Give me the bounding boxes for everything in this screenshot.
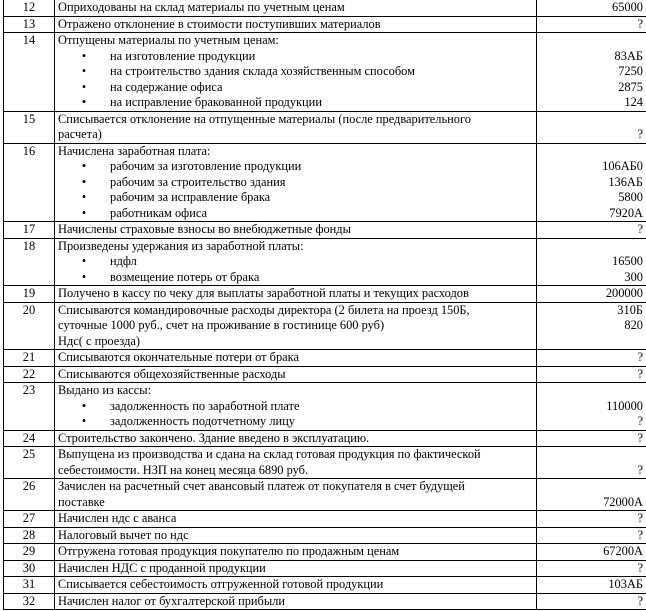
description-line: Отгружена готовая продукция покупателю по продажным ценам xyxy=(58,544,400,558)
bullet-text: ндфл xyxy=(110,254,137,268)
row-amount xyxy=(537,527,646,544)
bullet-item xyxy=(58,206,533,222)
accounting-entries-table xyxy=(3,0,646,610)
row-description xyxy=(55,366,537,383)
table-row xyxy=(4,222,646,239)
description-line: Начислен налог от бухгалтерской прибыли xyxy=(58,593,285,608)
row-description xyxy=(55,511,537,528)
row-description xyxy=(55,560,537,577)
row-number: 18 xyxy=(4,238,55,286)
row-amount xyxy=(537,479,646,511)
description-line: Списываются окончательные потери от брака xyxy=(58,350,299,364)
bullet-item xyxy=(58,270,533,286)
table-row xyxy=(4,0,646,16)
description-line: поставке xyxy=(58,494,105,509)
amount-value: ? xyxy=(637,430,643,445)
description-line: Ндс( с проезда) xyxy=(58,333,140,348)
row-amount xyxy=(537,366,646,383)
bullet-text: на изготовление продукции xyxy=(110,48,256,63)
amount-value xyxy=(540,239,643,255)
bullet-icon xyxy=(58,49,110,65)
table-row xyxy=(4,511,646,528)
row-number: 26 xyxy=(4,479,55,511)
row-amount xyxy=(537,447,646,479)
row-amount xyxy=(537,560,646,577)
row-amount xyxy=(537,302,646,350)
row-number: 17 xyxy=(4,222,55,239)
amount-value: ? xyxy=(637,350,643,364)
bullet-item xyxy=(58,80,533,96)
table-row xyxy=(4,111,646,143)
row-amount xyxy=(537,238,646,286)
bullet-icon xyxy=(58,399,110,415)
bullet-item xyxy=(58,399,533,415)
description-line: Начислена заработная плата: xyxy=(58,143,211,158)
description-line: Списывается себестоимость отгруженной готовой продукции xyxy=(58,577,384,591)
row-number: 12 xyxy=(4,0,55,16)
table-row xyxy=(4,430,646,447)
bullet-text: на исправление бракованной продукции xyxy=(110,95,322,109)
amount-value xyxy=(540,479,643,495)
table-row xyxy=(4,286,646,303)
amount-value: ? xyxy=(637,462,643,477)
description-line: Отпущены материалы по учетным ценам: xyxy=(58,33,279,47)
description-line: Выпущена из производства и сдана на склад готовая продукция по фактической xyxy=(58,447,481,461)
row-number: 27 xyxy=(4,511,55,528)
description-line: Получено в кассу по чеку для выплаты заработной платы и текущих расходов xyxy=(58,286,469,300)
description-line: себестоимости. НЗП на конец месяца 6890 руб. xyxy=(58,462,309,477)
row-amount xyxy=(537,577,646,594)
table-row xyxy=(4,447,646,479)
row-description xyxy=(55,16,537,33)
row-number: 16 xyxy=(4,143,55,222)
amount-value: 2875 xyxy=(618,79,643,94)
description-line: Отражено отклонение в стоимости поступивших материалов xyxy=(58,16,381,31)
bullet-text: рабочим за строительство здания xyxy=(110,174,286,189)
row-description xyxy=(55,238,537,286)
row-description xyxy=(55,302,537,350)
row-description xyxy=(55,447,537,479)
amount-value xyxy=(540,383,643,399)
table-row xyxy=(4,33,646,112)
table-row xyxy=(4,544,646,561)
bullet-text: рабочим за изготовление продукции xyxy=(110,159,302,173)
amount-value: 5800 xyxy=(618,190,643,204)
row-description xyxy=(55,111,537,143)
bullet-text: задолженность подотчетному лицу xyxy=(110,414,295,428)
amount-value: 820 xyxy=(624,318,643,332)
amount-value: 300 xyxy=(624,269,643,284)
row-amount xyxy=(537,0,646,16)
amount-value xyxy=(540,33,643,49)
amount-value: ? xyxy=(637,127,643,141)
bullet-item xyxy=(58,49,533,65)
row-number: 15 xyxy=(4,111,55,143)
amount-value: 16500 xyxy=(612,254,643,268)
table-row xyxy=(4,16,646,33)
table-row xyxy=(4,302,646,350)
row-number: 24 xyxy=(4,430,55,447)
row-number: 21 xyxy=(4,350,55,367)
description-line: Списываются общехозяйственные расходы xyxy=(58,366,286,381)
description-line: Выдано из кассы: xyxy=(58,383,152,397)
description-line: Списывается отклонение на отпущенные материалы (после предварительного xyxy=(58,111,471,126)
amount-value: 72000А xyxy=(603,494,643,509)
row-description xyxy=(55,593,537,610)
amount-value: 110000 xyxy=(606,398,643,413)
amount-value: 67200А xyxy=(603,544,643,558)
bullet-text: рабочим за исправление брака xyxy=(110,190,271,204)
bullet-icon xyxy=(58,254,110,270)
row-number: 14 xyxy=(4,33,55,112)
bullet-item xyxy=(58,414,533,430)
bullet-icon xyxy=(58,64,110,80)
row-description xyxy=(55,527,537,544)
amount-value: ? xyxy=(637,511,643,525)
amount-value: ? xyxy=(637,222,643,236)
row-number: 29 xyxy=(4,544,55,561)
row-amount xyxy=(537,222,646,239)
amount-value: ? xyxy=(637,593,643,608)
row-description xyxy=(55,430,537,447)
description-line: Строительство закончено. Здание введено в эксплуатацию. xyxy=(58,430,370,445)
amount-value xyxy=(540,447,643,463)
description-line: Зачислен на расчетный счет авансовый платеж от покупателя в счет будущей xyxy=(58,479,465,493)
row-amount xyxy=(537,511,646,528)
amount-value: ? xyxy=(637,366,643,381)
row-number: 19 xyxy=(4,286,55,303)
bullet-icon xyxy=(58,206,110,222)
row-amount xyxy=(537,350,646,367)
table-row xyxy=(4,366,646,383)
amount-value: 124 xyxy=(624,95,643,109)
description-line: Списываются командировочные расходы директора (2 билета на проезд 150Б, xyxy=(58,302,470,317)
row-number: 28 xyxy=(4,527,55,544)
row-description xyxy=(55,0,537,16)
row-amount xyxy=(537,16,646,33)
bullet-icon xyxy=(58,175,110,191)
bullet-item xyxy=(58,159,533,175)
bullet-text: задолженность по заработной плате xyxy=(110,398,300,413)
row-number: 22 xyxy=(4,366,55,383)
description-line: расчета) xyxy=(58,127,102,141)
description-line: Оприходованы на склад материалы по учетным ценам xyxy=(58,0,345,14)
bullet-text: на строительство здания склада хозяйственным способом xyxy=(110,64,415,78)
amount-value xyxy=(540,112,643,128)
row-number: 31 xyxy=(4,577,55,594)
table-row xyxy=(4,143,646,222)
table-row xyxy=(4,238,646,286)
row-amount xyxy=(537,286,646,303)
row-description xyxy=(55,577,537,594)
row-amount xyxy=(537,33,646,112)
bullet-text: работникам офиса xyxy=(110,205,207,220)
table-body xyxy=(4,0,646,610)
row-number: 32 xyxy=(4,593,55,610)
row-number: 23 xyxy=(4,383,55,431)
bullet-icon xyxy=(58,190,110,206)
table-row xyxy=(4,527,646,544)
table-row xyxy=(4,593,646,610)
description-line: Начислен ндс с аванса xyxy=(58,511,177,525)
row-description xyxy=(55,286,537,303)
row-amount xyxy=(537,383,646,431)
table-row xyxy=(4,383,646,431)
amount-value: 136АБ xyxy=(608,174,643,189)
amount-value: ? xyxy=(637,527,643,542)
bullet-icon xyxy=(58,414,110,430)
amount-value: 7250 xyxy=(618,64,643,78)
row-amount xyxy=(537,544,646,561)
row-description xyxy=(55,33,537,112)
bullet-text: возмещение потерь от брака xyxy=(110,269,260,284)
description-line: Начислены страховые взносы во внебюджетные фонды xyxy=(58,222,351,236)
amount-value: 65000 xyxy=(612,0,643,14)
bullet-item xyxy=(58,190,533,206)
row-description xyxy=(55,383,537,431)
row-number: 20 xyxy=(4,302,55,350)
description-line: Начислен НДС с проданной продукции xyxy=(58,560,266,575)
amount-value: 200000 xyxy=(605,286,643,300)
amount-value: ? xyxy=(637,16,643,31)
table-row xyxy=(4,577,646,594)
row-description xyxy=(55,350,537,367)
bullet-icon xyxy=(58,80,110,96)
row-number: 25 xyxy=(4,447,55,479)
table-row xyxy=(4,350,646,367)
description-line: суточные 1000 руб., счет на проживание в гостинице 600 руб) xyxy=(58,318,385,332)
row-amount xyxy=(537,111,646,143)
amount-value xyxy=(540,144,643,160)
bullet-icon xyxy=(58,95,110,111)
row-description xyxy=(55,479,537,511)
description-line: Налоговый вычет по ндс xyxy=(58,527,189,542)
bullet-item xyxy=(58,64,533,80)
amount-value xyxy=(540,334,643,350)
amount-value: ? xyxy=(637,414,643,428)
table-row xyxy=(4,560,646,577)
bullet-icon xyxy=(58,159,110,175)
row-amount xyxy=(537,430,646,447)
bullet-item xyxy=(58,95,533,111)
row-number: 13 xyxy=(4,16,55,33)
amount-value: 83АБ xyxy=(614,48,643,63)
bullet-icon xyxy=(58,270,110,286)
row-number: 30 xyxy=(4,560,55,577)
amount-value: ? xyxy=(637,560,643,575)
row-amount xyxy=(537,593,646,610)
amount-value: 7920А xyxy=(609,205,643,220)
description-line: Произведены удержания из заработной платы: xyxy=(58,238,304,253)
row-amount xyxy=(537,143,646,222)
bullet-item xyxy=(58,254,533,270)
table-row xyxy=(4,479,646,511)
row-description xyxy=(55,143,537,222)
row-description xyxy=(55,544,537,561)
row-description xyxy=(55,222,537,239)
amount-value: 310Б xyxy=(617,302,643,317)
bullet-item xyxy=(58,175,533,191)
bullet-text: на содержание офиса xyxy=(110,79,223,94)
amount-value: 103АБ xyxy=(608,577,643,591)
amount-value: 106АБ0 xyxy=(602,159,643,173)
